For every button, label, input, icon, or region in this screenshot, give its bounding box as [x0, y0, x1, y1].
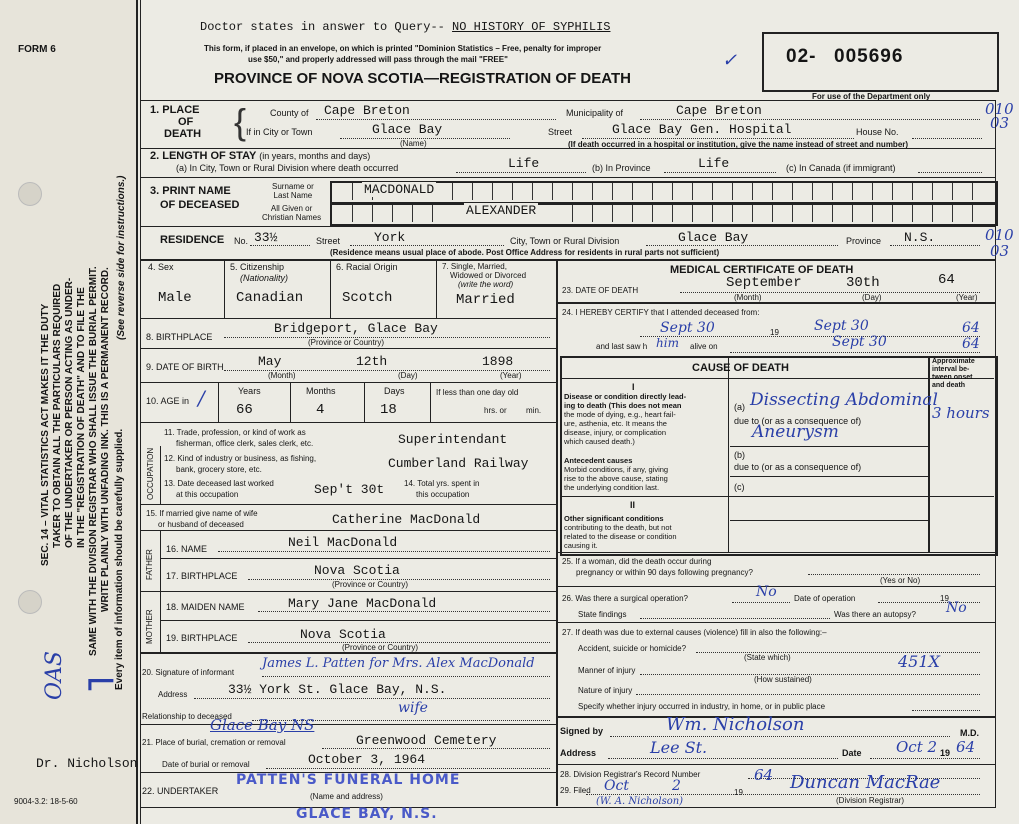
q13-value: Sep't 30t	[314, 482, 385, 497]
yes-no-caption: (Yes or No)	[880, 576, 921, 585]
death-date-label: 23. DATE OF DEATH	[562, 286, 639, 295]
stay-b-label: (b) In Province	[592, 163, 651, 173]
father-side-label: FATHER	[145, 549, 154, 580]
form-number: FORM 6	[18, 44, 56, 55]
death-year: 64	[938, 272, 955, 288]
op-year-prefix: 19	[940, 594, 949, 603]
nature-label: Nature of injury	[578, 686, 633, 695]
specify-label: Specify whether injury occurred in industry, in home, or in public place	[578, 702, 826, 711]
burial-place-hand: Glace Bay NS	[210, 716, 315, 734]
q11-value: Superintendant	[398, 432, 508, 447]
signed-hand: Wm. Nicholson	[666, 714, 805, 735]
stay-a-label: (a) In City, Town or Rural Division where death occurred	[176, 163, 399, 173]
attended-to: Sept 30	[814, 318, 869, 334]
attended-year-prefix: 19	[770, 328, 779, 337]
undertaker-stamp-1: PATTEN'S FUNERAL HOME	[236, 772, 461, 788]
years-label: Years	[238, 386, 261, 396]
death-day-caption: (Day)	[862, 293, 882, 302]
informant-address: 33½ York St. Glace Bay, N.S.	[228, 682, 447, 697]
informant-sig-label: 20. Signature of informant	[142, 668, 235, 677]
cause-c-label: (c)	[734, 482, 745, 492]
residence-no: 33½	[254, 230, 278, 245]
med-date-hand: Oct 2	[896, 738, 938, 756]
residence-province-label: Province	[846, 236, 882, 246]
q12-label: 12. Kind of industry or business, as fishing, bank, grocery store, etc.	[164, 454, 317, 474]
q26-label: 26. Was there a surgical operation?	[562, 594, 688, 603]
citizenship-value: Canadian	[236, 290, 304, 306]
department-use: For use of the Department only	[812, 92, 931, 101]
side-code-3: 010	[985, 226, 1014, 244]
vital-statistics-note-1: SEC. 14 – VITAL STATISTICS ACT MAKES IT THE DUTY	[40, 303, 51, 566]
dob-day: 12th	[356, 354, 388, 369]
residence-street: York	[374, 230, 406, 245]
city-caption: (Name)	[400, 139, 427, 148]
relationship-value: wife	[398, 700, 428, 716]
surname-label: Surname or Last Name	[272, 182, 314, 200]
sex-label: 4. Sex	[148, 262, 174, 272]
vital-statistics-note-3: OF THE UNDERTAKER OR PERSON ACTING AS UNDER-	[64, 277, 75, 548]
days-label: Days	[384, 386, 405, 396]
undertaker-label: 22. UNDERTAKER	[142, 786, 219, 796]
filed-month: Oct	[604, 778, 629, 794]
autopsy-label: Was there an autopsy?	[834, 610, 916, 619]
mother-name-label: 18. MAIDEN NAME	[166, 602, 245, 612]
punch-hole-bottom	[18, 590, 42, 614]
checkmark-icon: ✓	[722, 50, 738, 71]
marital-label: 7. Single, Married, Widowed or Divorced (write the word)	[442, 262, 527, 289]
md-label: M.D.	[960, 728, 979, 738]
birthplace-caption: (Province or Country)	[308, 338, 385, 347]
racial-label: 6. Racial Origin	[336, 262, 398, 272]
mother-name-value: Mary Jane MacDonald	[288, 596, 437, 611]
op-date-label: Date of operation	[794, 594, 856, 603]
manner-code: 451X	[898, 652, 940, 671]
autopsy-value: No	[946, 600, 967, 616]
filed-note: (W. A. Nicholson)	[596, 796, 684, 807]
marital-value: Married	[456, 292, 515, 308]
cause-heading: CAUSE OF DEATH	[692, 362, 789, 374]
stay-c-label: (c) In Canada (if immigrant)	[786, 163, 896, 173]
side-initials: OAS	[42, 651, 67, 700]
dob-year: 1898	[482, 354, 514, 369]
med-date-label: Date	[842, 748, 862, 758]
occupation-side-label: OCCUPATION	[146, 447, 155, 500]
cause-b-label: (b)	[734, 450, 745, 460]
death-year-caption: (Year)	[956, 293, 978, 302]
left-margin-border	[136, 0, 138, 824]
roman-one: I	[632, 382, 635, 392]
disease-description: Disease or condition directly lead- ing to death (This does not mean the mode of dying, e.g., heart fail- ure, asthenia, etc. It means the disease, injury, or complication which caused death.)	[564, 392, 687, 446]
residence-no-label: No.	[234, 236, 249, 246]
sex-value: Male	[158, 290, 192, 306]
residence-city-label: City, Town or Rural Division	[510, 236, 620, 246]
city-label: If in City or Town	[246, 127, 313, 137]
q12-value: Cumberland Railway	[388, 456, 529, 471]
last-saw-label: and last saw h	[596, 342, 648, 351]
street-label: Street	[548, 127, 573, 137]
death-month: September	[726, 275, 802, 291]
attended-to-year: 64	[962, 320, 980, 336]
registrar-caption: (Division Registrar)	[836, 796, 905, 805]
age-years: 66	[236, 402, 253, 418]
place-label: 1. PLACE OF DEATH	[150, 104, 202, 140]
q28-label: 28. Division Registrar's Record Number	[560, 770, 701, 779]
footer-code: 9004-3.2: 18-5-60	[14, 797, 78, 806]
attended-from: Sept 30	[660, 320, 715, 336]
min-label: min.	[526, 406, 542, 415]
accident-label: Accident, suicide or homicide?	[578, 644, 687, 653]
interval-heading: Approximate interval be- tween onset and death	[932, 358, 975, 389]
residence-note: (Residence means usual place of abode. Post Office Address for residents in rural parts not sufficient)	[330, 248, 720, 257]
side-code-1: 010	[985, 100, 1014, 118]
doctor-states-value: NO HISTORY OF SYPHILIS	[452, 20, 611, 34]
place-bracket: {	[234, 101, 247, 142]
cause-a2-value: Aneurysm	[752, 422, 839, 442]
residence-province: N.S.	[904, 230, 936, 245]
alive-on-label: alive on	[690, 342, 718, 351]
vital-statistics-note-6: WRITE PLAINLY WITH UNFADING INK. THIS IS A PERMANENT RECORD.	[100, 267, 111, 612]
hrs-label: hrs. or	[484, 406, 507, 415]
father-bp-caption: (Province or Country)	[332, 580, 409, 589]
certify-label: 24. I HEREBY CERTIFY that I attended deceased from:	[562, 308, 760, 317]
racial-value: Scotch	[342, 290, 393, 306]
hospital-note: (If death occurred in a hospital or institution, give the name instead of street and number)	[568, 140, 909, 149]
due-to-1: due to (or as a consequence of)	[734, 416, 862, 426]
envelope-note-1: This form, if placed in an envelope, on which is printed "Dominion Statistics – Free, penalty for improper	[204, 44, 602, 53]
age-months: 4	[316, 402, 325, 418]
stay-b-value: Life	[698, 156, 730, 171]
death-day: 30th	[846, 275, 880, 291]
vital-statistics-note-2: TAKER TO OBTAIN ALL THE PARTICULARS REQUIRED	[52, 283, 63, 548]
informant-signature: James L. Patten for Mrs. Alex MacDonald	[262, 656, 535, 671]
medical-heading: MEDICAL CERTIFICATE OF DEATH	[670, 264, 854, 276]
birthplace-value: Bridgeport, Glace Bay	[274, 321, 438, 336]
county-label: County of	[270, 108, 309, 118]
given-label: All Given or Christian Names	[262, 204, 322, 222]
cause-a-value: Dissecting Abdominal	[750, 390, 938, 410]
side-arrow: ⌐	[84, 660, 118, 706]
form-title: PROVINCE OF NOVA SCOTIA—REGISTRATION OF DEATH	[214, 70, 631, 87]
father-bp-label: 17. BIRTHPLACE	[166, 571, 238, 581]
house-label: House No.	[856, 127, 899, 137]
side-code-2: 03	[990, 114, 1010, 132]
envelope-note-2: use $50," and properly addressed will pass through the mail "FREE"	[248, 55, 508, 64]
q27-label: 27. If death was due to external causes (violence) fill in also the following:–	[562, 628, 827, 637]
q13-label: 13. Date deceased last worked at this occupation	[164, 479, 274, 499]
vital-statistics-note-7: Every item of information should be carefully supplied.	[114, 428, 125, 690]
birthplace-label: 8. BIRTHPLACE	[146, 332, 213, 342]
filed-year: 64	[754, 766, 774, 784]
med-date-year: 64	[956, 738, 976, 756]
last-saw-him: him	[656, 336, 679, 350]
age-label: 10. AGE in	[146, 396, 190, 406]
age-tick-icon: /	[198, 386, 205, 410]
vital-statistics-note-4: IN THE "REGISTRATION OF DEATH" AND TO FILE THE	[76, 287, 87, 548]
age-days: 18	[380, 402, 397, 418]
state-which-caption: (State which)	[744, 653, 791, 662]
filed-day: 2	[672, 778, 681, 794]
municipality-label: Municipality of	[566, 108, 624, 118]
lt-day-label: If less than one day old	[436, 388, 519, 397]
surname-value: MACDONALD	[364, 182, 435, 197]
due-to-2: due to (or as a consequence of)	[734, 462, 862, 472]
med-date-year-prefix: 19	[940, 748, 951, 758]
wife-label: 15. If married give name of wife or husband of deceased	[146, 509, 258, 529]
doctor-states: Doctor states in answer to Query-- NO HISTORY OF SYPHILIS	[200, 20, 611, 34]
state-findings-label: State findings	[578, 610, 627, 619]
father-name-label: 16. NAME	[166, 544, 208, 554]
registration-number: 005696	[834, 46, 904, 67]
interval-a: 3 hours	[932, 404, 990, 422]
how-sustained-caption: (How sustained)	[754, 675, 812, 684]
registration-prefix: 02-	[786, 46, 817, 67]
city-value: Glace Bay	[372, 122, 443, 137]
mother-side-label: MOTHER	[145, 609, 154, 644]
signed-label: Signed by	[560, 726, 604, 736]
residence-city: Glace Bay	[678, 230, 749, 245]
citizenship-label: 5. Citizenship (Nationality)	[230, 262, 289, 283]
other-description: Other significant conditions contributing to the death, but not related to the disease or condition causing it.	[564, 514, 677, 550]
antecedent-description: Antecedent causes Morbid conditions, if any, giving rise to the above cause, stating the underlying condition last.	[564, 456, 669, 492]
given-value: ALEXANDER	[466, 203, 537, 218]
q29-label: 29. Filed	[560, 786, 591, 795]
dob-label: 9. DATE OF BIRTH	[146, 362, 224, 372]
q25-label: 25. If a woman, did the death occur during pregnancy or within 90 days following pregnancy?	[562, 557, 753, 577]
last-saw-year: 64	[962, 336, 980, 352]
cause-a-label: (a)	[734, 402, 745, 412]
residence-street-label: Street	[316, 236, 341, 246]
burial-place: Greenwood Cemetery	[356, 733, 497, 748]
registrar-signature: Duncan MacRae	[790, 772, 941, 793]
manner-label: Manner of injury	[578, 666, 636, 675]
relationship-label: Relationship to deceased	[142, 712, 232, 721]
roman-two: II	[630, 500, 636, 510]
months-label: Months	[306, 386, 336, 396]
municipality-value: Cape Breton	[676, 103, 762, 118]
wife-value: Catherine MacDonald	[332, 512, 481, 527]
q14-label: 14. Total yrs. spent in this occupation	[404, 479, 480, 499]
last-saw-date: Sept 30	[832, 334, 887, 350]
q26-value: No	[756, 584, 777, 600]
street-value: Glace Bay Gen. Hospital	[612, 122, 792, 137]
stay-a-value: Life	[508, 156, 540, 171]
death-month-caption: (Month)	[734, 293, 762, 302]
name-label: 3. PRINT NAME OF DECEASED	[150, 185, 240, 211]
dob-month: May	[258, 354, 282, 369]
mother-bp-label: 19. BIRTHPLACE	[166, 633, 238, 643]
county-value: Cape Breton	[324, 103, 410, 118]
dob-year-caption: (Year)	[500, 371, 522, 380]
med-address-label: Address	[560, 748, 597, 758]
mother-bp-caption: (Province or Country)	[342, 643, 419, 652]
punch-hole-top	[18, 182, 42, 206]
residence-label: RESIDENCE	[160, 234, 225, 246]
q11-label: 11. Trade, profession, or kind of work as fisherman, office clerk, sales clerk, etc.	[164, 428, 314, 448]
undertaker-caption: (Name and address)	[310, 792, 383, 801]
burial-date-label: Date of burial or removal	[162, 760, 250, 769]
burial-label: 21. Place of burial, cremation or removal	[142, 738, 286, 747]
dob-month-caption: (Month)	[268, 371, 296, 380]
stay-label: 2. LENGTH OF STAY (in years, months and days)	[150, 150, 371, 162]
burial-date: October 3, 1964	[308, 752, 426, 767]
dob-day-caption: (Day)	[398, 371, 418, 380]
vital-statistics-note-5: SAME WITH THE DIVISION REGISTRAR WHO SHALL ISSUE THE BURIAL PERMIT.	[88, 266, 99, 656]
father-name-value: Neil MacDonald	[288, 535, 398, 550]
vital-statistics-note-8: (See reverse side for instructions.)	[116, 175, 127, 340]
mother-bp-value: Nova Scotia	[300, 627, 386, 642]
filed-year-prefix: 19	[734, 788, 743, 797]
med-address-hand: Lee St.	[650, 738, 708, 757]
informant-address-label: Address	[158, 690, 188, 699]
undertaker-stamp-2: GLACE BAY, N.S.	[296, 806, 438, 822]
father-bp-value: Nova Scotia	[314, 563, 400, 578]
side-code-4: 03	[990, 242, 1010, 260]
given-grid	[330, 203, 998, 226]
doctor-name: Dr. Nicholson	[36, 756, 138, 771]
